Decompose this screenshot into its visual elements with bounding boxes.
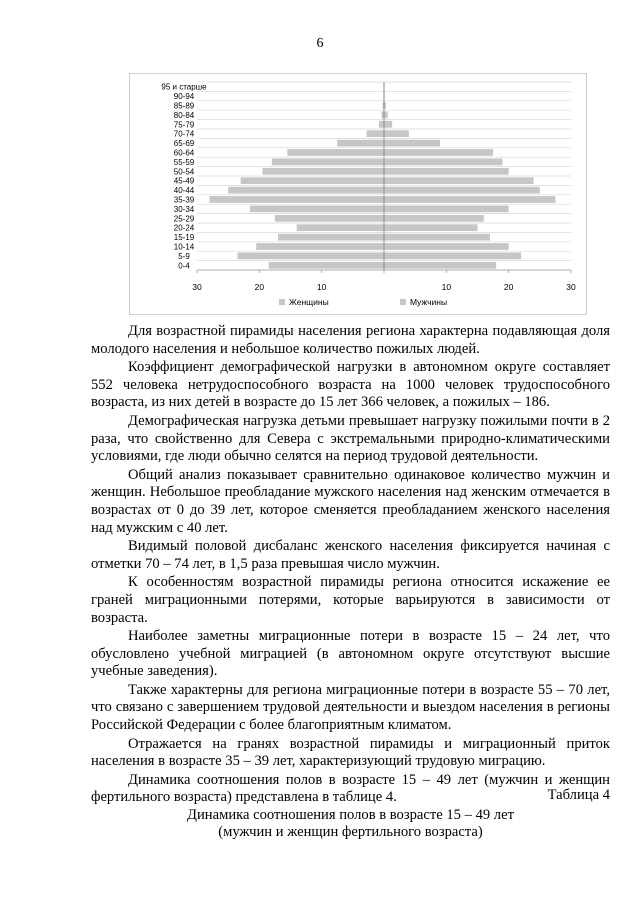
bar-women [379,121,384,128]
bar-women [337,140,384,147]
bar-men [384,121,392,128]
bar-men [384,159,502,166]
category-label: 95 и старше [161,82,207,92]
bar-men [384,149,493,156]
bar-women [367,130,384,137]
pyramid-svg [130,74,586,314]
table-title-line: Динамика соотношения полов в возрасте 15 – 49 лет [187,806,514,823]
table-title [91,807,610,842]
table-title-line: (мужчин и женщин фертильного возраста) [218,824,483,841]
paragraph: Для возрастной пирамиды населения региона характерна подавляющая доля молодого населения и небольшое количество пожилых людей. [91,323,610,357]
bar-men [384,168,509,175]
x-tick-label: 30 [566,282,576,292]
bar-men [384,234,490,241]
category-label: 65-69 [173,139,195,149]
category-label: 30-34 [173,204,195,214]
category-label: 70-74 [173,129,195,139]
bar-men [384,206,509,213]
category-label: 90-94 [173,92,195,102]
category-label: 45-49 [173,176,195,186]
bar-women [287,149,384,156]
paragraph: Коэффициент демографической нагрузки в автономном округе составляет 552 человека нетрудоспособного возраста на 1000 человек трудоспособного возраста, из них детей в возрасте до 15 лет 366 человек, а пожилых – 186. [91,359,610,411]
bar-women [238,253,384,260]
bar-men [384,215,484,222]
category-label: 5-9 [178,251,190,261]
bar-men [384,224,478,231]
x-tick-label: 20 [503,282,514,292]
bar-women [228,187,384,194]
category-label: 10-14 [173,242,195,252]
category-label: 75-79 [173,120,195,130]
x-tick-label: 10 [441,282,452,292]
bar-women [209,196,384,203]
body-text [91,323,610,808]
bar-women [278,234,384,241]
category-label: 35-39 [173,195,195,205]
bar-women [241,177,384,184]
bar-men [384,130,409,137]
category-label: 55-59 [173,157,195,167]
category-label: 25-29 [173,214,195,224]
bar-women [297,224,384,231]
paragraph: Демографическая нагрузка детьми превышает нагрузку пожилыми почти в 2 раза, что свойственно для Севера с экстремальными природно-климатическими условиями, где люди обычно селятся на период трудовой деятельности. [91,412,610,465]
category-label: 50-54 [173,167,195,177]
paragraph: Также характерны для региона миграционные потери в возрасте 55 – 70 лет, что связано с завершением трудовой деятельности и выездом населения в регионы Российской Федерации с более благоприятным климатом. [91,681,610,734]
population-pyramid-chart [129,73,587,315]
legend-label: Мужчины [410,297,448,307]
bar-women [256,243,384,250]
x-tick-label: 10 [316,282,327,292]
category-label: 0-4 [178,261,190,271]
bar-men [384,187,540,194]
bar-men [384,196,555,203]
legend-label: Женщины [289,297,329,307]
paragraph: Динамика соотношения полов в возрасте 15 – 49 лет (мужчин и женщин фертильного возраста) представлена в таблице 4. [91,771,610,806]
page-number: 6 [316,36,324,51]
category-label: 40-44 [173,186,195,196]
bar-men [384,262,496,269]
bar-women [272,159,384,166]
bar-women [275,215,384,222]
bar-men [384,243,509,250]
category-label: 60-64 [173,148,195,158]
paragraph: К особенностям возрастной пирамиды региона относится искажение ее граней миграционными потерями, которые варьируются в зависимости от возраста. [91,574,610,626]
category-label: 85-89 [173,101,195,111]
x-tick-label: 30 [192,282,202,292]
bar-men [384,112,388,119]
paragraph: Общий анализ показывает сравнительно одинаковое количество мужчин и женщин. Небольшое преобладание мужского населения над женским отмечается в возрастах от 0 до 39 лет, которое сменяется преобладанием женского населения над мужским с 40 лет. [91,466,610,536]
category-label: 80-84 [173,110,195,120]
legend-swatch [279,299,285,305]
category-label: 20-24 [173,223,195,233]
bar-women [250,206,384,213]
bar-men [384,177,534,184]
bar-men [384,140,440,147]
table-number: Таблица 4 [547,787,610,803]
paragraph: Наиболее заметны миграционные потери в возрасте 15 – 24 лет, что обусловлено учебной миграцией (в автономном округе отсутствуют высшие учебные заведения). [91,628,610,680]
bar-men [384,253,521,260]
x-tick-label: 20 [254,282,265,292]
legend-swatch [400,299,406,305]
paragraph: Отражается на гранях возрастной пирамиды и миграционный приток населения в возрасте 35 – 39 лет, характеризующий трудовую миграцию. [91,735,610,770]
bar-women [262,168,384,175]
paragraph: Видимый половой дисбаланс женского населения фиксируется начиная с отметки 70 – 74 лет, в 1,5 раза превышая число мужчин. [91,538,610,572]
category-label: 15-19 [173,233,195,243]
bar-women [269,262,384,269]
table-caption [91,787,610,842]
